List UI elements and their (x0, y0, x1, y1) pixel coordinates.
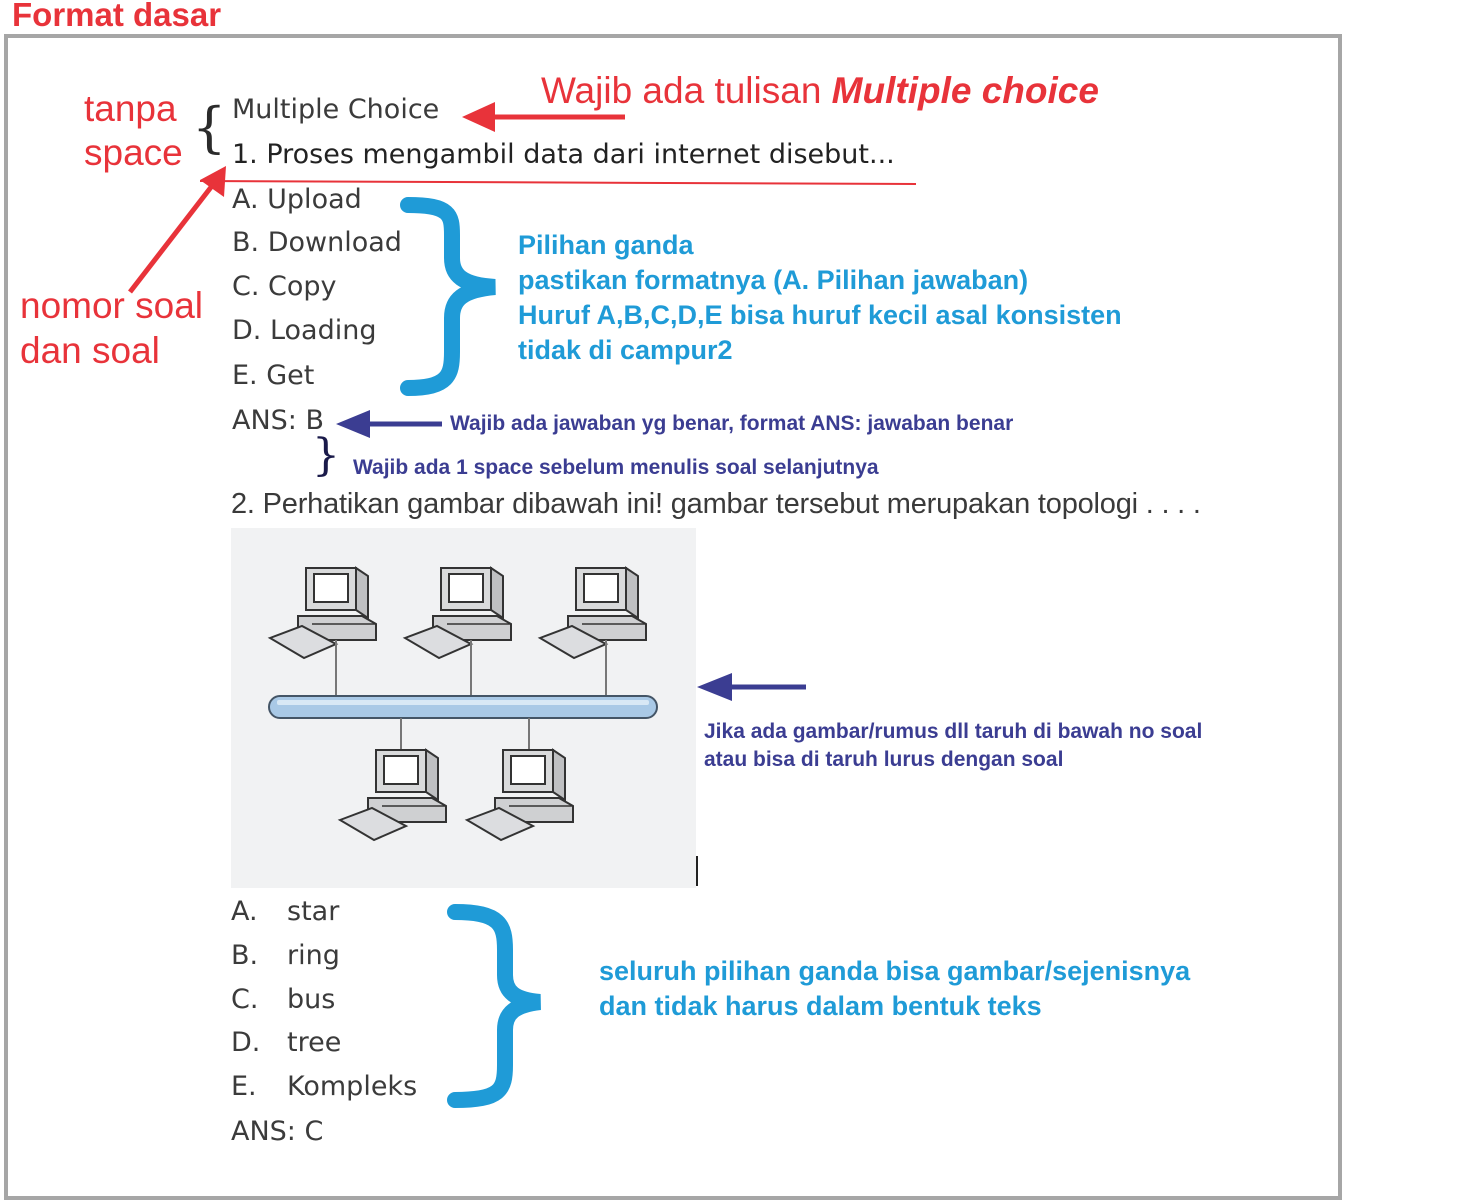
q2-option-d (231, 1027, 341, 1058)
blue-brace-options-2-icon (455, 912, 540, 1100)
annotation-emphasis: Multiple choice (831, 70, 1099, 111)
annotation-wajib-space: Wajib ada 1 space sebelum menulis soal selanjutnya (353, 456, 879, 479)
q2-option-c (231, 984, 335, 1015)
q1-option-a: A. Upload (232, 184, 362, 215)
q2-option-e-text: Kompleks (287, 1071, 418, 1102)
question-1: 1. Proses mengambil data dari internet disebut... (232, 139, 895, 170)
q1-option-d: D. Loading (232, 315, 377, 346)
q2-option-c-letter: C. (231, 984, 259, 1015)
bus-topology-icon (231, 528, 696, 888)
annotation-text: Wajib ada tulisan (541, 70, 832, 111)
annotation-gambar-2: atau bisa di taruh lurus dengan soal (704, 748, 1064, 771)
q1-option-e: E. Get (232, 360, 315, 391)
blue-brace-options-1-icon (408, 205, 495, 388)
small-brace-icon: { (192, 96, 227, 159)
annotation-seluruh-2: dan tidak harus dalam bentuk teks (599, 991, 1042, 1021)
q2-option-b-text: ring (287, 940, 340, 971)
q1-answer: ANS: B (232, 405, 325, 436)
q2-option-b-letter: B. (231, 940, 259, 971)
navy-arrow-image-icon (697, 673, 806, 701)
question-2: 2. Perhatikan gambar dibawah ini! gambar tersebut merupakan topologi . . . . (231, 488, 1201, 520)
annotation-dan-soal: dan soal (20, 330, 160, 371)
annotation-pilihan-ganda-4: tidak di campur2 (518, 335, 733, 365)
network-topology-image (231, 528, 696, 888)
red-arrow-question-icon (130, 166, 226, 292)
q1-option-c: C. Copy (232, 271, 337, 302)
q2-option-c-text: bus (287, 984, 336, 1015)
navy-arrow-ans-icon (336, 410, 442, 438)
annotation-pilihan-ganda-3: Huruf A,B,C,D,E bisa huruf kecil asal konsisten (518, 300, 1122, 330)
q2-option-d-letter: D. (231, 1027, 261, 1058)
q1-option-b: B. Download (232, 227, 402, 258)
annotation-pilihan-ganda-2: pastikan formatnya (A. Pilihan jawaban) (518, 265, 1029, 295)
annotation-gambar-1: Jika ada gambar/rumus dll taruh di bawah no soal (704, 720, 1203, 743)
annotation-pilihan-ganda-1: Pilihan ganda (518, 230, 694, 260)
annotation-seluruh-1: seluruh pilihan ganda bisa gambar/sejenisnya (599, 956, 1191, 986)
annotation-tanpa: tanpa (84, 88, 177, 129)
annotation-nomor-soal: nomor soal (20, 285, 204, 326)
small-brace-space-icon: } (312, 430, 340, 481)
q2-option-a-text: star (287, 896, 340, 927)
q2-option-b (231, 940, 340, 971)
annotation-wajib-jawaban: Wajib ada jawaban yg benar, format ANS: jawaban benar (450, 412, 1014, 435)
q2-option-a-letter: A. (231, 896, 258, 927)
q2-option-a (231, 896, 339, 927)
document-heading: Multiple Choice (232, 94, 440, 125)
q2-option-e-letter: E. (231, 1071, 257, 1102)
annotation-space: space (84, 132, 183, 173)
annotation-wajib-multiple-choice (541, 70, 1099, 112)
page-title: Format dasar (12, 0, 222, 33)
q2-option-d-text: tree (287, 1027, 342, 1058)
q2-option-e (231, 1071, 417, 1102)
q2-answer: ANS: C (231, 1116, 324, 1147)
